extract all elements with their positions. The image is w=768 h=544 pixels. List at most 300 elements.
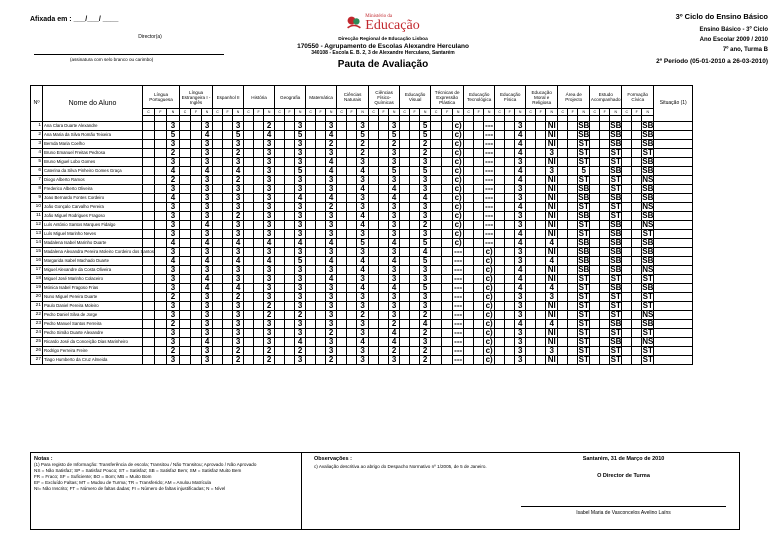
absences-cell [337,266,347,275]
unjustified-cell [379,356,389,365]
grade-cell: 3 [326,266,337,275]
grade-cell: 3 [167,284,180,293]
unjustified-cell [155,122,167,131]
grade-cell: 3 [264,140,275,149]
grade-cell: 3 [264,203,275,212]
grade-cell: 3 [167,329,180,338]
unjustified-cell [536,122,546,131]
unjustified-cell [223,311,233,320]
absences-cell [526,212,536,221]
absences-cell [337,212,347,221]
absences-cell [400,248,410,257]
grade-cell: 3 [233,275,244,284]
absences-cell [180,320,191,329]
unjustified-cell [536,293,546,302]
grade-cell: 3 [515,248,526,257]
grade-cell: 3 [202,158,213,167]
grade-cell: --- [485,166,494,175]
absences-cell [431,185,442,194]
absences-cell [337,275,347,284]
note-line: EF = Excluído Faltas; MT = Mudou de Turma; TR = Transferido; AM = Anulou Matrícula [34,480,212,485]
unjustified-cell [254,176,264,185]
unjustified-cell [505,194,515,203]
absences-cell [431,257,442,266]
absences-cell [369,176,379,185]
grade-cell: NI [546,158,558,167]
grade-cell: c) [454,193,462,202]
absences-cell [337,221,347,230]
unjustified-cell [442,131,453,140]
grade-cell: ST [578,319,589,328]
unjustified-cell [536,185,546,194]
subheader-cell: N [326,109,337,116]
absences-cell [526,257,536,266]
unjustified-cell [347,203,357,212]
absences-cell [400,185,410,194]
unjustified-cell [632,257,642,266]
unjustified-cell [632,122,642,131]
unjustified-cell [223,266,233,275]
absences-cell [369,257,379,266]
grade-cell: SB [578,247,590,256]
unjustified-cell [632,338,642,347]
grade-cell: ST [578,301,589,310]
student-name: Pedro Simão Duarte Alexandre [43,329,143,338]
grade-cell: 3 [202,320,213,329]
grade-cell: ST [610,328,621,337]
grade-cell: SB [578,184,590,193]
student-name: Pedro Manuel Santos Ferreira [43,320,143,329]
grade-cell: 3 [515,338,526,347]
absences-cell [306,122,316,131]
absences-cell [306,158,316,167]
grade-cell: SB [642,184,654,193]
absences-cell [275,194,285,203]
school-group: 170550 - Agrupamento de Escolas Alexandre Herculano [297,43,469,50]
absences-cell [275,203,285,212]
unjustified-cell [191,266,202,275]
unjustified-cell [223,356,233,365]
unjustified-cell [191,203,202,212]
grade-cell: 2 [389,140,400,149]
unjustified-cell [442,221,453,230]
unjustified-cell [316,122,326,131]
unjustified-cell [442,185,453,194]
grade-cell: 4 [167,194,180,203]
grade-cell: 4 [515,275,526,284]
absences-cell [244,329,254,338]
unjustified-cell [536,158,546,167]
absences-cell [622,176,632,185]
unjustified-cell [223,239,233,248]
absences-cell [180,302,191,311]
grade-cell: 3 [167,311,180,320]
unjustified-cell [474,230,484,239]
absences-cell [306,302,316,311]
absences-cell [495,203,505,212]
absences-cell [143,311,155,320]
grade-cell: 3 [420,275,431,284]
absences-cell [143,266,155,275]
unjustified-cell [536,266,546,275]
unjustified-cell [505,293,515,302]
unjustified-cell [191,167,202,176]
absences-cell [400,176,410,185]
situation-cell [654,167,693,176]
grade-cell: 3 [357,158,369,167]
grade-cell: 3 [420,338,431,347]
unjustified-cell [379,122,389,131]
grade-cell: 3 [233,302,244,311]
unjustified-cell [442,248,453,257]
subheader-cell: N [453,109,464,116]
unjustified-cell [474,266,484,275]
unjustified-cell [155,266,167,275]
absences-cell [275,302,285,311]
grade-cell: 3 [264,185,275,194]
unjustified-cell [285,347,295,356]
absences-cell [464,338,474,347]
grade-cell: 4 [357,266,369,275]
grade-cell: 3 [233,158,244,167]
unjustified-cell [191,302,202,311]
unjustified-cell [285,302,295,311]
unjustified-cell [347,320,357,329]
grade-cell: 5 [420,131,431,140]
student-number: 19 [31,284,43,293]
absences-cell [464,347,474,356]
student-number: 1 [31,122,43,131]
grade-cell: 2 [420,140,431,149]
absences-cell [143,257,155,266]
absences-cell [431,122,442,131]
grade-cell: 3 [357,122,369,131]
absences-cell [275,311,285,320]
absences-cell [400,221,410,230]
student-name: Frederico Alberto Oliveira [43,185,143,194]
absences-cell [337,131,347,140]
unjustified-cell [223,122,233,131]
grade-cell: 3 [264,266,275,275]
unjustified-cell [379,221,389,230]
absences-cell [495,320,505,329]
absences-cell [495,176,505,185]
grade-cell: NI [546,266,558,275]
absences-cell [558,338,568,347]
grade-cell: SB [642,130,654,139]
grade-cell: 4 [202,284,213,293]
director-name: Isabel Maria de Vasconcelos Avelino Laíns [576,510,671,516]
unjustified-cell [600,356,610,365]
absences-cell [213,212,223,221]
grade-cell: 3 [515,311,526,320]
grade-cell: --- [485,220,494,229]
grade-cell: NI [546,122,558,131]
unjustified-cell [474,302,484,311]
grade-cell: 3 [546,293,558,302]
grade-cell: 2 [264,347,275,356]
unjustified-cell [254,347,264,356]
unjustified-cell [410,356,420,365]
absences-cell [213,284,223,293]
grade-cell: 2 [233,347,244,356]
absences-cell [244,302,254,311]
unjustified-cell [347,176,357,185]
unjustified-cell [347,347,357,356]
unjustified-cell [191,230,202,239]
unjustified-cell [379,248,389,257]
unjustified-cell [568,176,578,185]
absences-cell [590,230,600,239]
absences-cell [180,347,191,356]
grade-cell: --- [485,175,494,184]
unjustified-cell [155,185,167,194]
absences-cell [526,338,536,347]
absences-cell [306,221,316,230]
grade-cell: 3 [357,320,369,329]
absences-cell [369,185,379,194]
absences-cell [464,275,474,284]
unjustified-cell [379,203,389,212]
absences-cell [431,230,442,239]
grade-cell: 3 [357,275,369,284]
subheader-cell: N [389,109,400,116]
unjustified-cell [568,329,578,338]
unjustified-cell [632,212,642,221]
absences-cell [622,212,632,221]
absences-cell [400,347,410,356]
absences-cell [495,131,505,140]
grade-cell: NI [546,212,558,221]
unjustified-cell [536,257,546,266]
grade-cell: 4 [167,257,180,266]
absences-cell [464,185,474,194]
absences-cell [369,356,379,365]
grade-cell: 3 [167,203,180,212]
unjustified-cell [316,167,326,176]
absences-cell [590,167,600,176]
unjustified-cell [155,347,167,356]
grade-cell: 2 [167,347,180,356]
unjustified-cell [191,293,202,302]
absences-cell [464,203,474,212]
grade-cell: 3 [515,293,526,302]
absences-cell [180,203,191,212]
unjustified-cell [285,176,295,185]
student-number: 18 [31,275,43,284]
grade-cell: 3 [420,302,431,311]
grade-cell: 4 [295,194,306,203]
absences-cell [590,347,600,356]
unjustified-cell [347,185,357,194]
situation-cell [654,239,693,248]
grade-cell: 2 [420,329,431,338]
unjustified-cell [410,293,420,302]
grade-cell: 4 [515,176,526,185]
absences-cell [306,356,316,365]
unjustified-cell [600,167,610,176]
grade-cell: c) [454,184,462,193]
unjustified-cell [316,257,326,266]
grade-cell: 2 [326,203,337,212]
unjustified-cell [285,329,295,338]
unjustified-cell [442,167,453,176]
absences-cell [526,284,536,293]
absences-cell [622,158,632,167]
absences-cell [337,122,347,131]
unjustified-cell [191,338,202,347]
absences-cell [180,338,191,347]
absences-cell [495,248,505,257]
absences-cell [306,194,316,203]
unjustified-cell [568,320,578,329]
unjustified-cell [505,329,515,338]
absences-cell [431,284,442,293]
absences-cell [369,293,379,302]
absences-cell [244,185,254,194]
grade-cell: --- [454,355,463,364]
unjustified-cell [254,158,264,167]
grade-cell: SB [642,247,654,256]
student-name: Diogo Alberto Ramos [43,176,143,185]
unjustified-cell [632,320,642,329]
grade-cell: NS [642,310,654,319]
grade-cell: 3 [167,140,180,149]
absences-cell [369,158,379,167]
grade-cell: 4 [264,257,275,266]
unjustified-cell [410,230,420,239]
unjustified-cell [379,230,389,239]
grade-cell: 3 [202,266,213,275]
student-number: 2 [31,131,43,140]
absences-cell [275,149,285,158]
unjustified-cell [474,338,484,347]
absences-cell [622,329,632,338]
grade-cell: ST [578,220,589,229]
unjustified-cell [505,122,515,131]
absences-cell [213,122,223,131]
grade-cell: ST [578,175,589,184]
absences-cell [213,329,223,338]
absences-cell [431,131,442,140]
subheader-cell: C [180,109,191,116]
student-number: 27 [31,356,43,365]
unjustified-cell [191,311,202,320]
absences-cell [275,329,285,338]
absences-cell [180,266,191,275]
grade-cell: 3 [515,212,526,221]
absences-cell [337,230,347,239]
absences-cell [590,311,600,320]
grade-cell: 3 [326,122,337,131]
subheader-cell: F [347,109,357,116]
level-label: Ensino Básico - 3º Ciclo [699,27,768,33]
grade-cell: 3 [167,356,180,365]
grade-cell: --- [485,202,494,211]
absences-cell [369,338,379,347]
grade-cell: c) [454,157,462,166]
grade-cell: 5 [420,167,431,176]
unjustified-cell [316,302,326,311]
grade-cell: c) [485,283,493,292]
absences-cell [431,293,442,302]
grade-cell: 3 [167,158,180,167]
grade-cell: 4 [389,329,400,338]
unjustified-cell [155,212,167,221]
grade-cell: 2 [326,140,337,149]
absences-cell [590,203,600,212]
absences-cell [213,221,223,230]
grade-cell: 3 [233,122,244,131]
absences-cell [369,266,379,275]
grade-cell: 3 [546,149,558,158]
unjustified-cell [254,167,264,176]
unjustified-cell [536,167,546,176]
grade-cell: 3 [264,149,275,158]
absences-cell [558,185,568,194]
unjustified-cell [600,131,610,140]
absences-cell [275,356,285,365]
director-role: O Director de Turma [597,473,650,479]
subheader-cell: C [590,109,600,116]
unjustified-cell [285,158,295,167]
unjustified-cell [347,257,357,266]
unjustified-cell [155,194,167,203]
grade-cell: 4 [389,239,400,248]
absences-cell [143,302,155,311]
subject-header: Educação Física [495,86,526,109]
unjustified-cell [505,230,515,239]
absences-cell [306,212,316,221]
absences-cell [369,239,379,248]
unjustified-cell [347,158,357,167]
unjustified-cell [347,131,357,140]
unjustified-cell [285,230,295,239]
absences-cell [558,122,568,131]
unjustified-cell [568,248,578,257]
unjustified-cell [442,239,453,248]
absences-cell [244,194,254,203]
grade-cell: NS [642,220,654,229]
grade-cell: 3 [326,212,337,221]
grade-cell: c) [485,274,493,283]
grade-cell: ST [578,229,589,238]
unjustified-cell [285,221,295,230]
absences-cell [464,293,474,302]
unjustified-cell [254,356,264,365]
grade-cell: c) [485,292,493,301]
absences-cell [558,239,568,248]
grade-cell: 4 [515,230,526,239]
unjustified-cell [316,212,326,221]
unjustified-cell [155,140,167,149]
absences-cell [590,194,600,203]
grade-cell: 4 [389,338,400,347]
absences-cell [143,185,155,194]
grade-cell: SB [642,211,654,220]
unjustified-cell [191,122,202,131]
student-name: Bruno Emanuel Freitas Pedrosa [43,149,143,158]
grade-cell: SB [642,157,654,166]
grade-cell: 2 [326,356,337,365]
absences-cell [558,176,568,185]
subheader-cell: N [167,109,180,116]
unjustified-cell [442,158,453,167]
unjustified-cell [632,293,642,302]
subheader-cell: F [285,109,295,116]
grade-cell: SB [610,130,622,139]
grade-cell: 3 [202,311,213,320]
